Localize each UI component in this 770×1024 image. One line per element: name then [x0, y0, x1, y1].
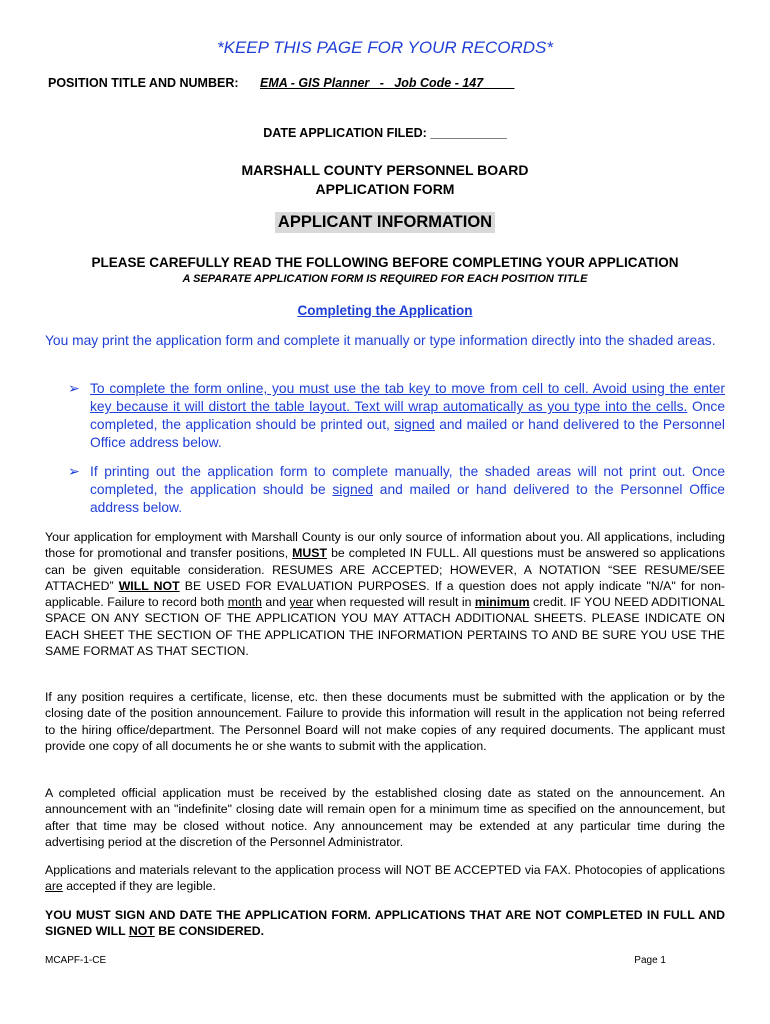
p1-text-b: be completed IN FULL. All questions must be answered so applications can be given equitable consideration. RESUMES ARE ACCEPTED; HOWEVER, A NOTATION “SEE RESUME/SEE ATTACHED”: [45, 546, 726, 593]
closing-date-paragraph: A completed official application must be received by the established closing date as stated on the announcement. An announcement with an "indefinite" closing date will remain open for a minimum time as specified on the announcement, but after that time may be closed without notice. Any announcement may be extended at any particular time during the advertising period at the discretion of the Personnel Administrator.: [45, 786, 725, 849]
position-value: EMA - GIS Planner - Job Code - 147: [260, 76, 515, 90]
bullet1-text: [90, 380, 725, 452]
arrow-bullet-icon: ➢: [68, 464, 80, 479]
manual-instructions-bullet: [68, 463, 725, 517]
p1-text-e: credit. IF YOU NEED ADDITIONAL SPACE ON ANY SECTION OF THE APPLICATION YOU MAY ATTACH ADDITIONAL SHEETS. PLEASE INDICATE ON EACH SHEET THE SECTION OF THE APPLICATION THE INFORMATION PERTAINS TO AND BE SURE YOU USE THE SAME FORMAT AS THAT SECTION.: [45, 595, 726, 659]
bullet2-text: [90, 463, 725, 517]
form-code: MCAPF-1-CE: [45, 955, 107, 966]
page-number: Page 1: [634, 955, 666, 966]
arrow-bullet-icon: ➢: [68, 381, 80, 396]
p1-will-not: WILL NOT: [118, 578, 180, 593]
bullet2-a: If printing out the application form to complete manually, the shaded areas will not print out. Once completed, the application should be: [90, 464, 725, 497]
keep-records-notice: *KEEP THIS PAGE FOR YOUR RECORDS*: [217, 38, 553, 57]
bullet1-signed: signed: [394, 417, 435, 432]
form-name: APPLICATION FORM: [315, 181, 455, 197]
please-read-heading: PLEASE CAREFULLY READ THE FOLLOWING BEFORE COMPLETING YOUR APPLICATION: [91, 255, 679, 270]
p1-text-a: Your application for employment with Marshall County is our only source of information about you. All applications, including those for promotional and transfer positions,: [45, 530, 725, 561]
p4-are: are: [45, 879, 63, 894]
bullet1-rest-b: and mailed or hand delivered to the Personnel Office address below.: [90, 417, 725, 450]
bullet2-signed: signed: [332, 482, 374, 497]
p5-text-a: YOU MUST SIGN AND DATE THE APPLICATION FORM. APPLICATIONS THAT ARE NOT COMPLETED IN FULL AND SIGNED WILL: [45, 908, 725, 939]
sign-date-paragraph: [45, 907, 725, 940]
certificate-paragraph: If any position requires a certificate, license, etc. then these documents must be submitted with the application or by the closing date of the position announcement. Failure to provide this information will result in the application not being referred to the hiring office/department. The Personnel Board will not make copies of any required documents. The applicant must provide one copy of all documents he or she wants to submit with the application.: [45, 690, 725, 753]
online-instructions-bullet: [68, 380, 725, 452]
p1-and: and: [261, 595, 290, 610]
form-title: [0, 161, 770, 199]
bullet2-b: and mailed or hand delivered to the Personnel Office address below.: [90, 482, 725, 515]
employment-paragraph: [45, 529, 725, 659]
date-filed-row: [0, 126, 770, 140]
fax-paragraph: [45, 862, 725, 895]
applicant-info-heading: [0, 212, 770, 233]
p1-text-c: BE USED FOR EVALUATION PURPOSES. If a question does not apply indicate "N/A" for non-applicable. Failure to record both: [45, 578, 725, 610]
p4-text-a: Applications and materials relevant to the application process will NOT BE ACCEPTED via FAX. Photocopies of applications: [45, 863, 725, 877]
p5-text-b: BE CONSIDERED.: [154, 924, 265, 939]
position-row: [48, 76, 514, 90]
p1-minimum: minimum: [474, 595, 530, 610]
applicant-info-label: APPLICANT INFORMATION: [275, 212, 495, 233]
p1-month: month: [227, 595, 262, 610]
completing-heading: Completing the Application: [297, 303, 473, 318]
p1-text-d: when requested will result in: [313, 595, 475, 610]
p4-text-b: accepted if they are legible.: [62, 879, 216, 894]
position-label: POSITION TITLE AND NUMBER:: [48, 76, 239, 90]
bullet1-rest-a: Once completed, the application should be printed out,: [90, 399, 726, 432]
p1-year: year: [289, 595, 314, 610]
bullet1-underlined: To complete the form online, you must use the tab key to move from cell to cell. Avoid using the enter key because it will distort the table layout. Text will wrap automatically as you type into the cells.: [90, 381, 725, 414]
date-filed-blank: ___________: [430, 126, 507, 140]
p1-must: MUST: [292, 546, 328, 561]
p5-not: NOT: [128, 924, 155, 939]
date-filed-label: DATE APPLICATION FILED:: [263, 126, 427, 140]
board-name: MARSHALL COUNTY PERSONNEL BOARD: [241, 162, 529, 178]
intro-paragraph: You may print the application form and complete it manually or type information directly into the shaded areas.: [45, 333, 716, 348]
separate-form-note: A SEPARATE APPLICATION FORM IS REQUIRED FOR EACH POSITION TITLE: [182, 273, 588, 285]
